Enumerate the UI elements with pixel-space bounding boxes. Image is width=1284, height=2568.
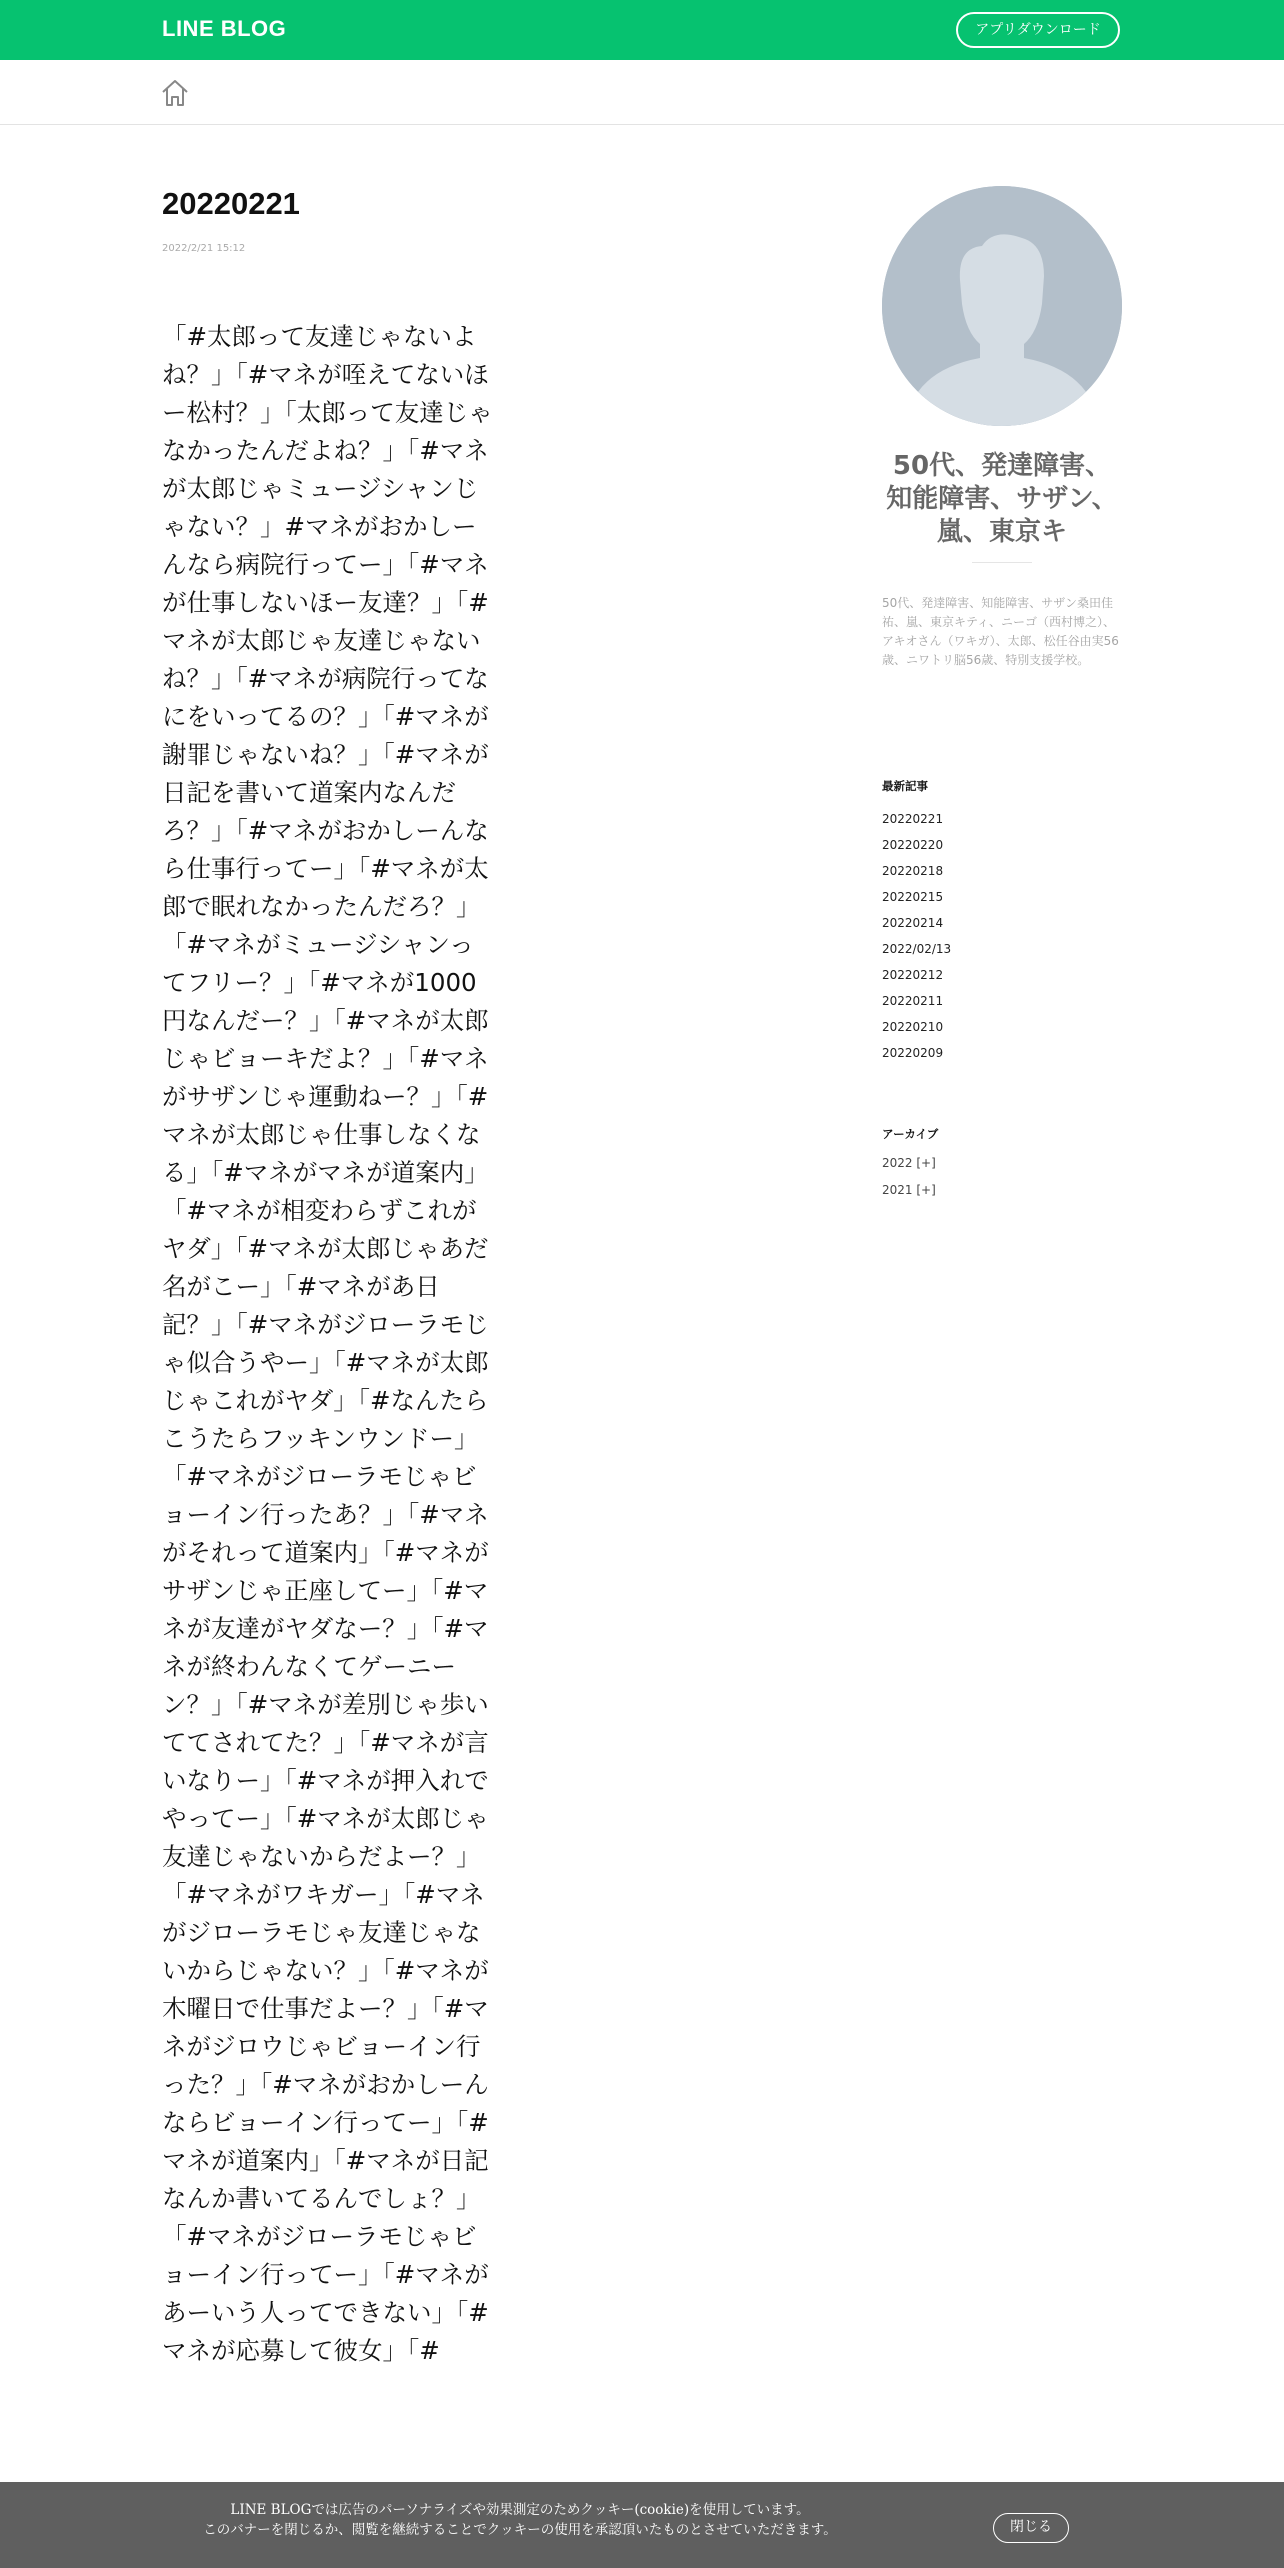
archive-year-link[interactable]: 2021 [+] <box>882 1183 936 1197</box>
recent-post-link[interactable]: 20220218 <box>882 864 944 878</box>
recent-post-link[interactable]: 20220215 <box>882 890 944 904</box>
profile-avatar[interactable] <box>882 186 1122 426</box>
home-icon[interactable] <box>160 78 190 108</box>
top-header <box>0 0 1284 60</box>
archive-heading: アーカイブ <box>882 1127 939 1141</box>
recent-posts-list <box>882 806 951 1066</box>
recent-post-link[interactable]: 2022/02/13 <box>882 942 952 956</box>
cookie-message-line: このバナーを閉じるか、閲覧を継続することでクッキーの使用を承認頂いたものとさせていただきます。 <box>203 2522 837 2538</box>
cookie-message-line: LINE BLOGでは広告のパーソナライズや効果測定のためクッキー(cookie)を使用しています。 <box>230 2502 810 2518</box>
recent-posts-heading: 最新記事 <box>882 779 928 793</box>
recent-post-link[interactable]: 20220209 <box>882 1046 944 1060</box>
cookie-banner <box>0 2482 1284 2568</box>
archive-year-link[interactable]: 2022 [+] <box>882 1156 936 1170</box>
nav-bar <box>0 60 1284 125</box>
recent-post-link[interactable]: 20220221 <box>882 812 944 826</box>
recent-post-link[interactable]: 20220212 <box>882 968 944 982</box>
post-body: 「#太郎って友達じゃないよね？」「#マネが咥えてないほー松村？」「太郎って友達じゃなかったんだよね？」「#マネが太郎じゃミュージシャンじゃない？」#マネがおかしーんなら病院行ってー」「#マネが仕事しないほー友達？」「#マネが太郎じゃ友達じゃないね？」「#マネが病院行ってなにをいってるの？」「#マネが謝罪じゃないね？」「#マネが日記を書いて道案内なんだろ？」「#マネがおかしーんなら仕事行ってー」「#マネが太郎で眠れなかったんだろ？」「#マネがミュージシャンってフリー？」「#マネが1000円なんだー？」「#マネが太郎じゃビョーキだよ？」「#マネがサザンじゃ運動ねー？」「#マネが太郎じゃ仕事しなくなる」「#マネがマネが道案内」「#マネが相変わらずこれがヤダ」「#マネが太郎じゃあだ名がこー」「#マネがあ日記？」「#マネがジローラモじゃ似合うやー」「#マネが太郎じゃこれがヤダ」「#なんたらこうたらフッキンウンドー」「#マネがジローラモじゃビョーイン行ったあ？」「#マネがそれって道案内」「#マネがサザンじゃ正座してー」「#マネが友達がヤダなー？」「#マネが終わんなくてゲーニーン？」「#マネが差別じゃ歩いててされてた？」「#マネが言いなりー」「#マネが押入れでやってー」「#マネが太郎じゃ友達じゃないからだよー？」「#マネがワキガー」「#マネがジローラモじゃ友達じゃないからじゃない？」「#マネが木曜日で仕事だよー？」「#マネがジロウじゃビョーイン行った？」「#マネがおかしーんならビョーイン行ってー」「#マネが道案内」「#マネが日記なんか書いてるんでしょ？」「#マネがジローラモじゃビョーイン行ってー」「#マネがあーいう人ってできない」「#マネが応募して彼女」「# <box>162 322 493 2365</box>
cookie-message <box>120 2500 920 2540</box>
recent-post-link[interactable]: 20220214 <box>882 916 944 930</box>
cookie-close-button[interactable]: 閉じる <box>993 2513 1069 2543</box>
line-blog-logo[interactable]: LINE BLOG <box>162 16 287 41</box>
recent-post-link[interactable]: 20220211 <box>882 994 944 1008</box>
blog-description: 50代、発達障害、知能障害、サザン桑田佳祐、嵐、東京キティ、ニーゴ（西村博之）、アキオさん（ワキガ）、太郎、松任谷由実56歳、ニワトリ脳56歳、特別支援学校。 <box>882 596 1119 667</box>
post-title[interactable]: 20220221 <box>162 186 300 221</box>
avatar-silhouette-icon <box>882 186 1122 426</box>
blog-name[interactable]: 50代、発達障害、知能障害、サザン、嵐、東京キ <box>886 451 1118 547</box>
title-divider <box>972 562 1032 563</box>
recent-post-link[interactable]: 20220210 <box>882 1020 944 1034</box>
recent-post-link[interactable]: 20220220 <box>882 838 944 852</box>
archive-list <box>882 1150 936 1204</box>
app-download-button[interactable]: アプリダウンロード <box>956 12 1120 48</box>
post-date: 2022/2/21 15:12 <box>162 243 246 254</box>
